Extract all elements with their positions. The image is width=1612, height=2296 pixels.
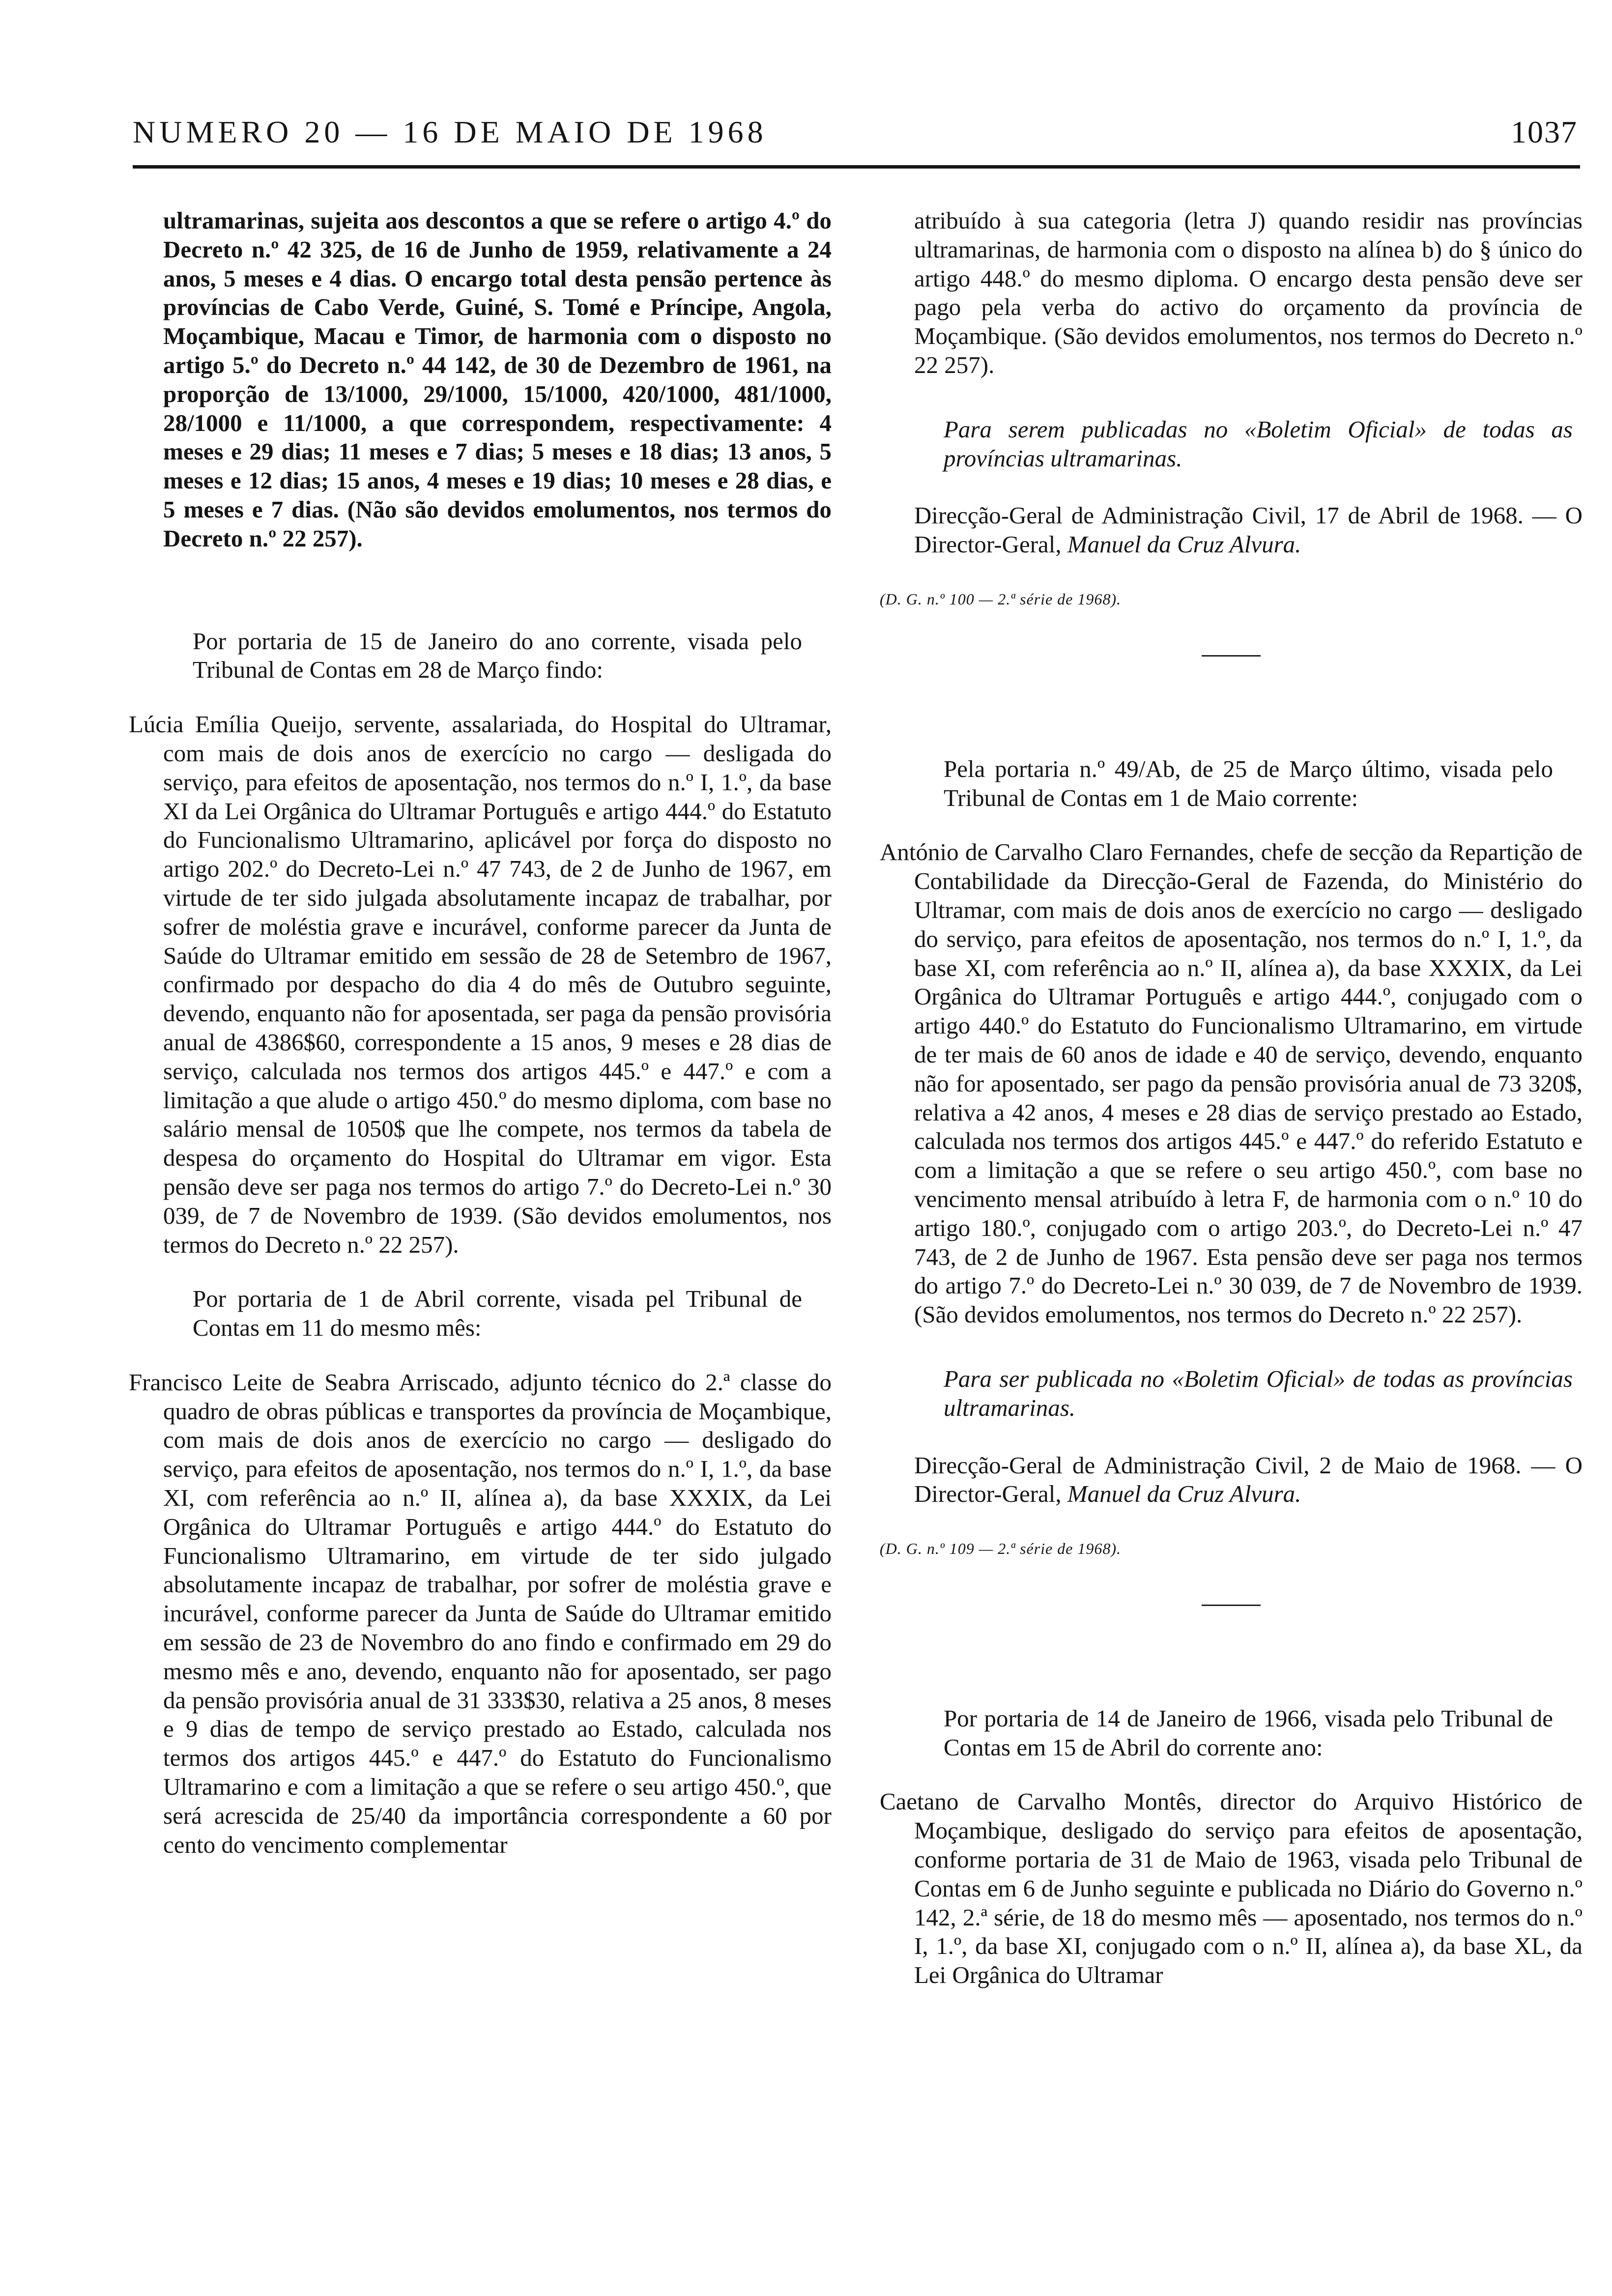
publication-note: Para serem publicadas no «Boletim Oficial» de todas as províncias ultramarinas. [944,415,1573,472]
header-rule [133,165,1580,169]
continued-paragraph: ultramarinas, sujeita aos descontos a que se refere o artigo 4.º do Decreto n.º 42 325, de 16 de Junho de 1959, relativamente a 24 anos, 5 meses e 4 dias. O encargo total desta pensão pertence às províncias de Cabo Verde, Guiné, S. Tomé e Príncipe, Angola, Moçambique, Macau e Timor, de harmonia com o disposto no artigo 5.º do Decreto n.º 44 142, de 30 de Dezembro de 1961, na proporção de 13/1000, 29/1000, 15/1000, 420/1000, 481/1000, 28/1000 e 11/1000, a que correspondem, respectivamente: 4 meses e 29 dias; 11 meses e 7 dias; 5 meses e 18 dias; 13 anos, 5 meses e 12 dias; 15 anos, 4 meses e 19 dias; 10 meses e 28 dias, e 5 meses e 7 dias. (Não são devidos emolumentos, nos termos do Decreto n.º 22 257). [163,207,832,552]
pension-entry: António de Carvalho Claro Fernandes, chefe de secção da Repartição de Contabilidade da Direcção-Geral de Fazenda, do Ministério do Ultramar, com mais de dois anos de exercício no cargo — desligado do serviço, para efeitos de aposentação, nos termos do n.º I, 1.º, da base XI, com referência ao n.º II, alínea a), da base XXXIX, da Lei Orgânica do Ultramar Português e artigo 444.º, conjugado com o artigo 440.º do Estatuto do Funcionalismo Ultramarino, em virtude de ter mais de 60 anos de idade e 40 de serviço, devendo, enquanto não for aposentado, ser pago da pensão provisória anual de 73 320$, relativa a 42 anos, 4 meses e 28 dias de serviço prestado ao Estado, calculada nos termos dos artigos 445.º e 447.º do referido Estatuto e com a limitação a que se refere o seu artigo 450.º, com base no vencimento mensal atribuído à letra F, de harmonia com o n.º 10 do artigo 180.º, conjugado com o artigo 203.º, do Decreto-Lei n.º 47 743, de 2 de Junho de 1967. Esta pensão deve ser paga nos termos do artigo 7.º do Decreto-Lei n.º 30 039, de 7 de Novembro de 1939. (São devidos emolumentos, nos termos do Decreto n.º 22 257). [880,838,1583,1328]
continued-paragraph: atribuído à sua categoria (letra J) quando residir nas províncias ultramarinas, de harmonia com o disposto na alínea b) do § único do artigo 448.º do mesmo diploma. O encargo desta pensão deve ser pago pela verba do activo do orçamento da província de Moçambique. (São devidos emolumentos, nos termos do Decreto n.º 22 257). [914,207,1583,378]
left-column [129,206,832,2285]
signature-text: Direcção-Geral de Administração Civil, 17 de Abril de 1968. — O Director-Geral, [914,502,1583,558]
gazette-reference: (D. G. n.º 109 — 2.ª série de 1968). [880,1540,1122,1558]
portaria-intro: Por portaria de 1 de Abril corrente, visada pel Tribunal de Contas em 11 do mesmo mês: [193,1285,802,1342]
signer-name: Manuel da Cruz Alvura. [1067,531,1301,558]
right-column [880,206,1583,2285]
gazette-reference: (D. G. n.º 100 — 2.ª série de 1968). [880,590,1122,608]
section-separator [1202,655,1261,657]
page-header [133,109,1578,153]
directorate-signature [880,1451,1583,1509]
signer-name: Manuel da Cruz Alvura. [1067,1480,1301,1508]
section-separator [1202,1605,1261,1606]
pension-entry: Caetano de Carvalho Montês, director do Arquivo Histórico de Moçambique, desligado do serviço para efeitos de aposentação, conforme portaria de 31 de Maio de 1963, visada pelo Tribunal de Contas em 6 de Junho seguinte e publicada no Diário do Governo n.º 142, 2.ª série, de 18 do mesmo mês — aposentado, nos termos do n.º I, 1.º, da base XI, conjugado com o n.º II, alínea a), da base XL, da Lei Orgânica do Ultramar [880,1788,1583,1989]
portaria-intro: Por portaria de 15 de Janeiro do ano corrente, visada pelo Tribunal de Contas em 28 de Março findo: [193,627,802,684]
pension-entry: Francisco Leite de Seabra Arriscado, adjunto técnico do 2.ª classe do quadro de obras públicas e transportes da província de Moçambique, com mais de dois anos de exercício no cargo — desligado do serviço, para efeitos de aposentação, nos termos do n.º I, 1.º, da base XI, com referência ao n.º II, alínea a), da base XXXIX, da Lei Orgânica do Ultramar Português e artigo 444.º do Estatuto do Funcionalismo Ultramarino, em virtude de ter sido julgado absolutamente incapaz de trabalhar, por sofrer de moléstia grave e incurável, conforme parecer da Junta de Saúde do Ultramar emitido em sessão de 23 de Novembro do ano findo e confirmado em 29 do mesmo mês e ano, devendo, enquanto não for aposentado, ser pago da pensão provisória anual de 31 333$30, relativa a 25 anos, 8 meses e 9 dias de tempo de serviço prestado ao Estado, calculada nos termos dos artigos 445.º e 447.º do Estatuto do Funcionalismo Ultramarino e com a limitação a que se refere o seu artigo 450.º, que será acrescida de 25/40 da importância correspondente a 60 por cento do vencimento complementar [129,1368,832,1858]
publication-note: Para ser publicada no «Boletim Oficial» de todas as províncias ultramarinas. [944,1365,1573,1421]
portaria-intro: Por portaria de 14 de Janeiro de 1966, visada pelo Tribunal de Contas em 15 de Abril do corrente ano: [944,1704,1553,1761]
signature-text: Direcção-Geral de Administração Civil, 2 de Maio de 1968. — O Director-Geral, [914,1451,1583,1508]
issue-date-header: NUMERO 20 — 16 DE MAIO DE 1968 [133,115,767,149]
portaria-intro: Pela portaria n.º 49/Ab, de 25 de Março último, visada pelo Tribunal de Contas em 1 de Maio corrente: [944,755,1553,811]
pension-entry: Lúcia Emília Queijo, servente, assalariada, do Hospital do Ultramar, com mais de dois anos de exercício no cargo — desligada do serviço, para efeitos de aposentação, nos termos do n.º I, 1.º, da base XI da Lei Orgânica do Ultramar Português e artigo 444.º do Estatuto do Funcionalismo Ultramarino, aplicável por força do disposto no artigo 202.º do Decreto-Lei n.º 47 743, de 2 de Junho de 1967, em virtude de ter sido julgada absolutamente incapaz de trabalhar, por sofrer de moléstia grave e incurável, conforme parecer da Junta de Saúde do Ultramar emitido em sessão de 28 de Setembro de 1967, confirmado por despacho do dia 4 do mês de Outubro seguinte, devendo, enquanto não for aposentada, ser paga da pensão provisória anual de 4386$60, correspondente a 15 anos, 9 meses e 28 dias de serviço, calculada nos termos dos artigos 445.º e 447.º e com a limitação a que alude o artigo 450.º do mesmo diploma, com base no salário mensal de 1050$ que lhe compete, nos termos da tabela de despesa do orçamento do Hospital do Ultramar em vigor. Esta pensão deve ser paga nos termos do artigo 7.º do Decreto-Lei n.º 30 039, de 7 de Novembro de 1939. (São devidos emolumentos, nos termos do Decreto n.º 22 257). [129,711,832,1258]
directorate-signature [880,501,1583,559]
page-number: 1037 [1511,115,1578,149]
